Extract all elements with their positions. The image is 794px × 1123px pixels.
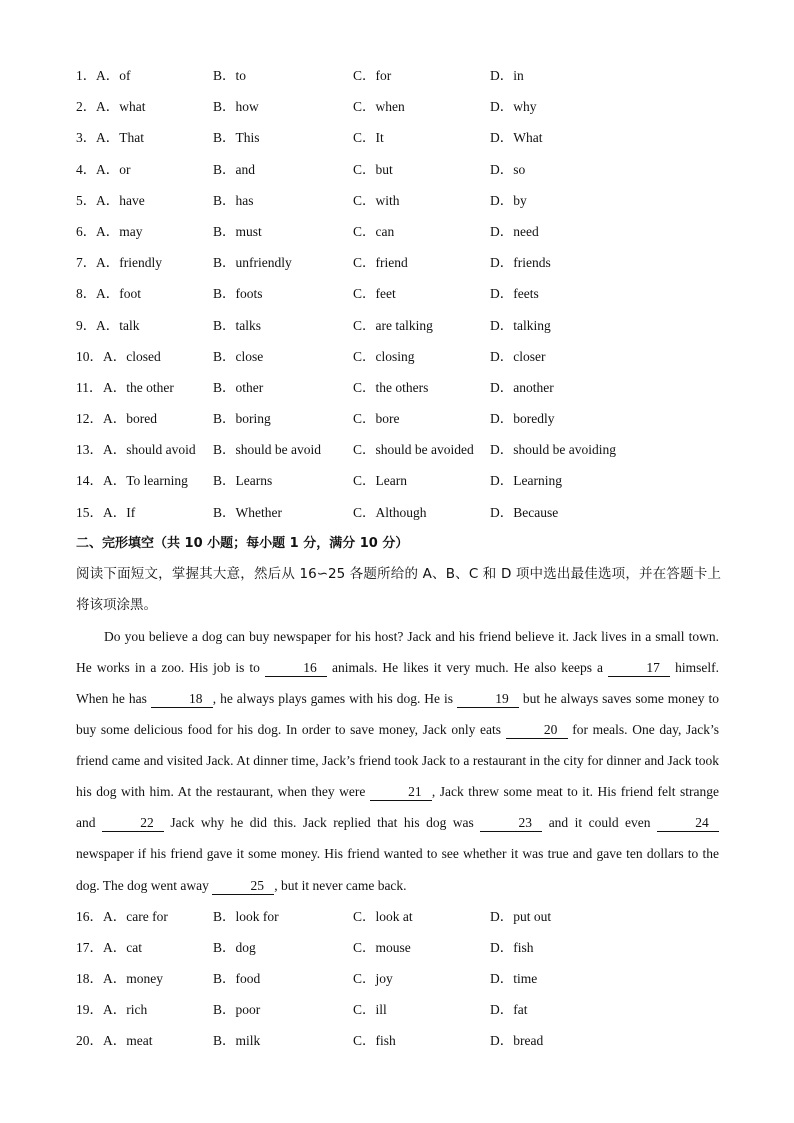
option-b: B．foots	[213, 286, 263, 302]
passage-text: , but it never came back.	[274, 877, 407, 893]
option-b: B．milk	[213, 1033, 261, 1049]
option-d: D．fish	[490, 939, 534, 955]
option-b: B．unfriendly	[213, 255, 292, 271]
option-a: A．friendly	[96, 255, 162, 271]
option-c: C．look at	[353, 908, 413, 924]
option-d: D．Learning	[490, 473, 562, 489]
question-number: 8．	[76, 286, 97, 302]
option-c: C．the others	[353, 379, 429, 395]
question-row-10	[76, 341, 726, 372]
option-a: A．To learning	[103, 473, 188, 489]
question-number: 14．	[76, 473, 103, 489]
option-c: C．should be avoided	[353, 442, 474, 458]
option-a: A．rich	[103, 1002, 148, 1018]
blank-22: 22	[102, 815, 164, 832]
option-a: A．money	[103, 971, 163, 987]
passage-text: Jack why he did this. Jack replied that his dog was	[163, 815, 481, 831]
option-c: C．ill	[353, 1002, 387, 1018]
option-a: A．the other	[103, 379, 174, 395]
option-c: C．are talking	[353, 317, 433, 333]
question-row-1	[76, 60, 726, 91]
option-a: A．may	[96, 223, 143, 239]
question-number: 11．	[76, 379, 103, 395]
question-row-13	[76, 434, 726, 465]
cloze-passage	[76, 621, 719, 901]
question-row-17	[76, 932, 726, 963]
option-d: D．fat	[490, 1002, 528, 1018]
question-number: 7．	[76, 255, 97, 271]
blank-25: 25	[212, 878, 274, 895]
option-b: B．dog	[213, 939, 256, 955]
question-row-8	[76, 278, 726, 309]
option-a: A．cat	[103, 939, 142, 955]
option-c: C．but	[353, 161, 393, 177]
option-a: A．If	[103, 504, 136, 520]
passage-text: for meals. One day, Jack’s friend came and visited Jack. At dinner time, Jack’s friend took Jack to a restaurant in the city for dinner and Jack took his dog with him. At the restaurant, when they were	[76, 722, 719, 800]
option-a: A．closed	[103, 348, 161, 364]
option-c: C．for	[353, 68, 392, 83]
passage-text: , Jack threw some meat to it. His friend felt strange and	[76, 784, 719, 831]
passage-text: Do you believe a dog can buy newspaper for his host? Jack and his friend believe it. Jack lives in a small town. He works in a zoo. His job is to	[76, 628, 719, 675]
question-row-2	[76, 91, 726, 122]
option-c: C．mouse	[353, 939, 411, 955]
option-d: D．time	[490, 971, 538, 987]
option-b: B．should be avoid	[213, 442, 321, 458]
option-c: C．feet	[353, 286, 396, 302]
option-d: D．What	[490, 130, 543, 146]
option-b: B．look for	[213, 908, 279, 924]
question-number: 13．	[76, 442, 103, 458]
question-number: 20．	[76, 1033, 103, 1049]
question-number: 19．	[76, 1002, 103, 1018]
question-number: 2．	[76, 99, 97, 115]
question-row-16	[76, 901, 726, 932]
passage-text: , he always plays games with his dog. He is	[212, 691, 457, 706]
blank-19: 19	[457, 691, 519, 708]
option-b: B．Learns	[213, 473, 273, 489]
option-d: D．so	[490, 161, 526, 177]
option-c: C．with	[353, 192, 400, 208]
question-row-5	[76, 185, 726, 216]
option-b: B．food	[213, 971, 261, 987]
passage-text: newspaper if his friend gave it some money. His friend wanted to see whether it was true and gave ten dollars to the dog. The dog went away	[76, 846, 719, 893]
question-row-12	[76, 403, 726, 434]
option-b: B．Whether	[213, 504, 282, 520]
question-number: 3．	[76, 130, 97, 146]
blank-16: 16	[265, 660, 327, 677]
option-d: D．in	[490, 68, 524, 83]
option-c: C．bore	[353, 411, 400, 427]
passage-text: himself. When he has	[76, 659, 720, 706]
question-row-15	[76, 497, 726, 528]
option-b: B．close	[213, 348, 264, 364]
option-d: D．Because	[490, 504, 559, 520]
question-row-14	[76, 465, 726, 496]
option-a: A．foot	[96, 286, 141, 302]
option-d: D．put out	[490, 908, 552, 924]
passage-text: and it could even	[542, 815, 657, 831]
question-row-20	[76, 1025, 726, 1056]
option-c: C．It	[353, 130, 384, 146]
option-a: A．should avoid	[103, 442, 196, 458]
option-d: D．bread	[490, 1033, 544, 1049]
question-number: 17．	[76, 939, 103, 955]
option-c: C．Although	[353, 504, 427, 520]
question-number: 1．	[76, 68, 97, 83]
option-b: B．boring	[213, 411, 271, 427]
option-c: C．friend	[353, 255, 408, 271]
question-row-9	[76, 310, 726, 341]
option-d: D．talking	[490, 317, 551, 333]
option-d: D．closer	[490, 348, 546, 364]
blank-18: 18	[151, 691, 213, 708]
option-a: A．bored	[103, 411, 157, 427]
passage-text: but he always saves some money to buy some delicious food for his dog. In order to save money, Jack only eats	[76, 691, 719, 738]
question-row-3	[76, 122, 726, 153]
question-row-19	[76, 994, 726, 1025]
question-number: 5．	[76, 192, 97, 208]
option-d: D．need	[490, 223, 539, 239]
option-a: A．That	[96, 130, 144, 146]
option-b: B．must	[213, 223, 262, 239]
option-b: B．has	[213, 192, 254, 208]
exam-page	[76, 0, 726, 1057]
option-a: A．talk	[96, 317, 140, 333]
option-b: B．talks	[213, 317, 262, 333]
section1-questions	[76, 60, 726, 528]
question-row-4	[76, 154, 726, 185]
option-c: C．joy	[353, 971, 393, 987]
option-c: C．when	[353, 99, 405, 115]
question-number: 6．	[76, 223, 97, 239]
question-number: 16．	[76, 908, 103, 924]
blank-24: 24	[657, 815, 719, 832]
question-number: 12．	[76, 411, 103, 427]
question-number: 18．	[76, 971, 103, 987]
option-a: A．or	[96, 161, 131, 177]
option-b: B．to	[213, 68, 247, 83]
option-d: D．feets	[490, 286, 539, 302]
blank-23: 23	[480, 815, 542, 832]
option-c: C．can	[353, 223, 395, 239]
option-b: B．This	[213, 130, 260, 146]
question-number: 9．	[76, 317, 97, 333]
question-number: 4．	[76, 161, 97, 177]
question-row-11	[76, 372, 726, 403]
blank-17: 17	[608, 660, 670, 677]
question-row-6	[76, 216, 726, 247]
option-d: D．friends	[490, 255, 551, 271]
option-a: A．have	[96, 192, 145, 208]
section2-heading: 二、完形填空（共 10 小题；每小题 1 分，满分 10 分）	[76, 535, 409, 551]
option-c: C．closing	[353, 348, 415, 364]
blank-20: 20	[506, 722, 568, 739]
section2-instruction: 阅读下面短文，掌握其大意，然后从 16∽25 各题所给的 A、B、C 和 D 项中选出最佳选项，并在答题卡上将该项涂黑。	[76, 565, 721, 613]
option-a: A．care for	[103, 908, 168, 924]
option-d: D．boredly	[490, 411, 555, 427]
passage-text: animals. He likes it very much. He also keeps a	[326, 659, 609, 675]
question-number: 15．	[76, 504, 103, 520]
question-number: 10．	[76, 348, 103, 364]
blank-21: 21	[370, 784, 432, 801]
option-d: D．should be avoiding	[490, 442, 616, 458]
option-b: B．poor	[213, 1002, 261, 1018]
option-c: C．Learn	[353, 473, 407, 489]
question-row-18	[76, 963, 726, 994]
option-a: A．meat	[103, 1033, 153, 1049]
option-a: A．what	[96, 99, 146, 115]
option-b: B．and	[213, 161, 255, 177]
option-d: D．another	[490, 379, 554, 395]
option-a: A．of	[96, 68, 131, 83]
option-b: B．how	[213, 99, 259, 115]
option-c: C．fish	[353, 1033, 396, 1049]
option-b: B．other	[213, 379, 264, 395]
option-d: D．by	[490, 192, 527, 208]
question-row-7	[76, 247, 726, 278]
section2-questions	[76, 901, 726, 1057]
option-d: D．why	[490, 99, 537, 115]
